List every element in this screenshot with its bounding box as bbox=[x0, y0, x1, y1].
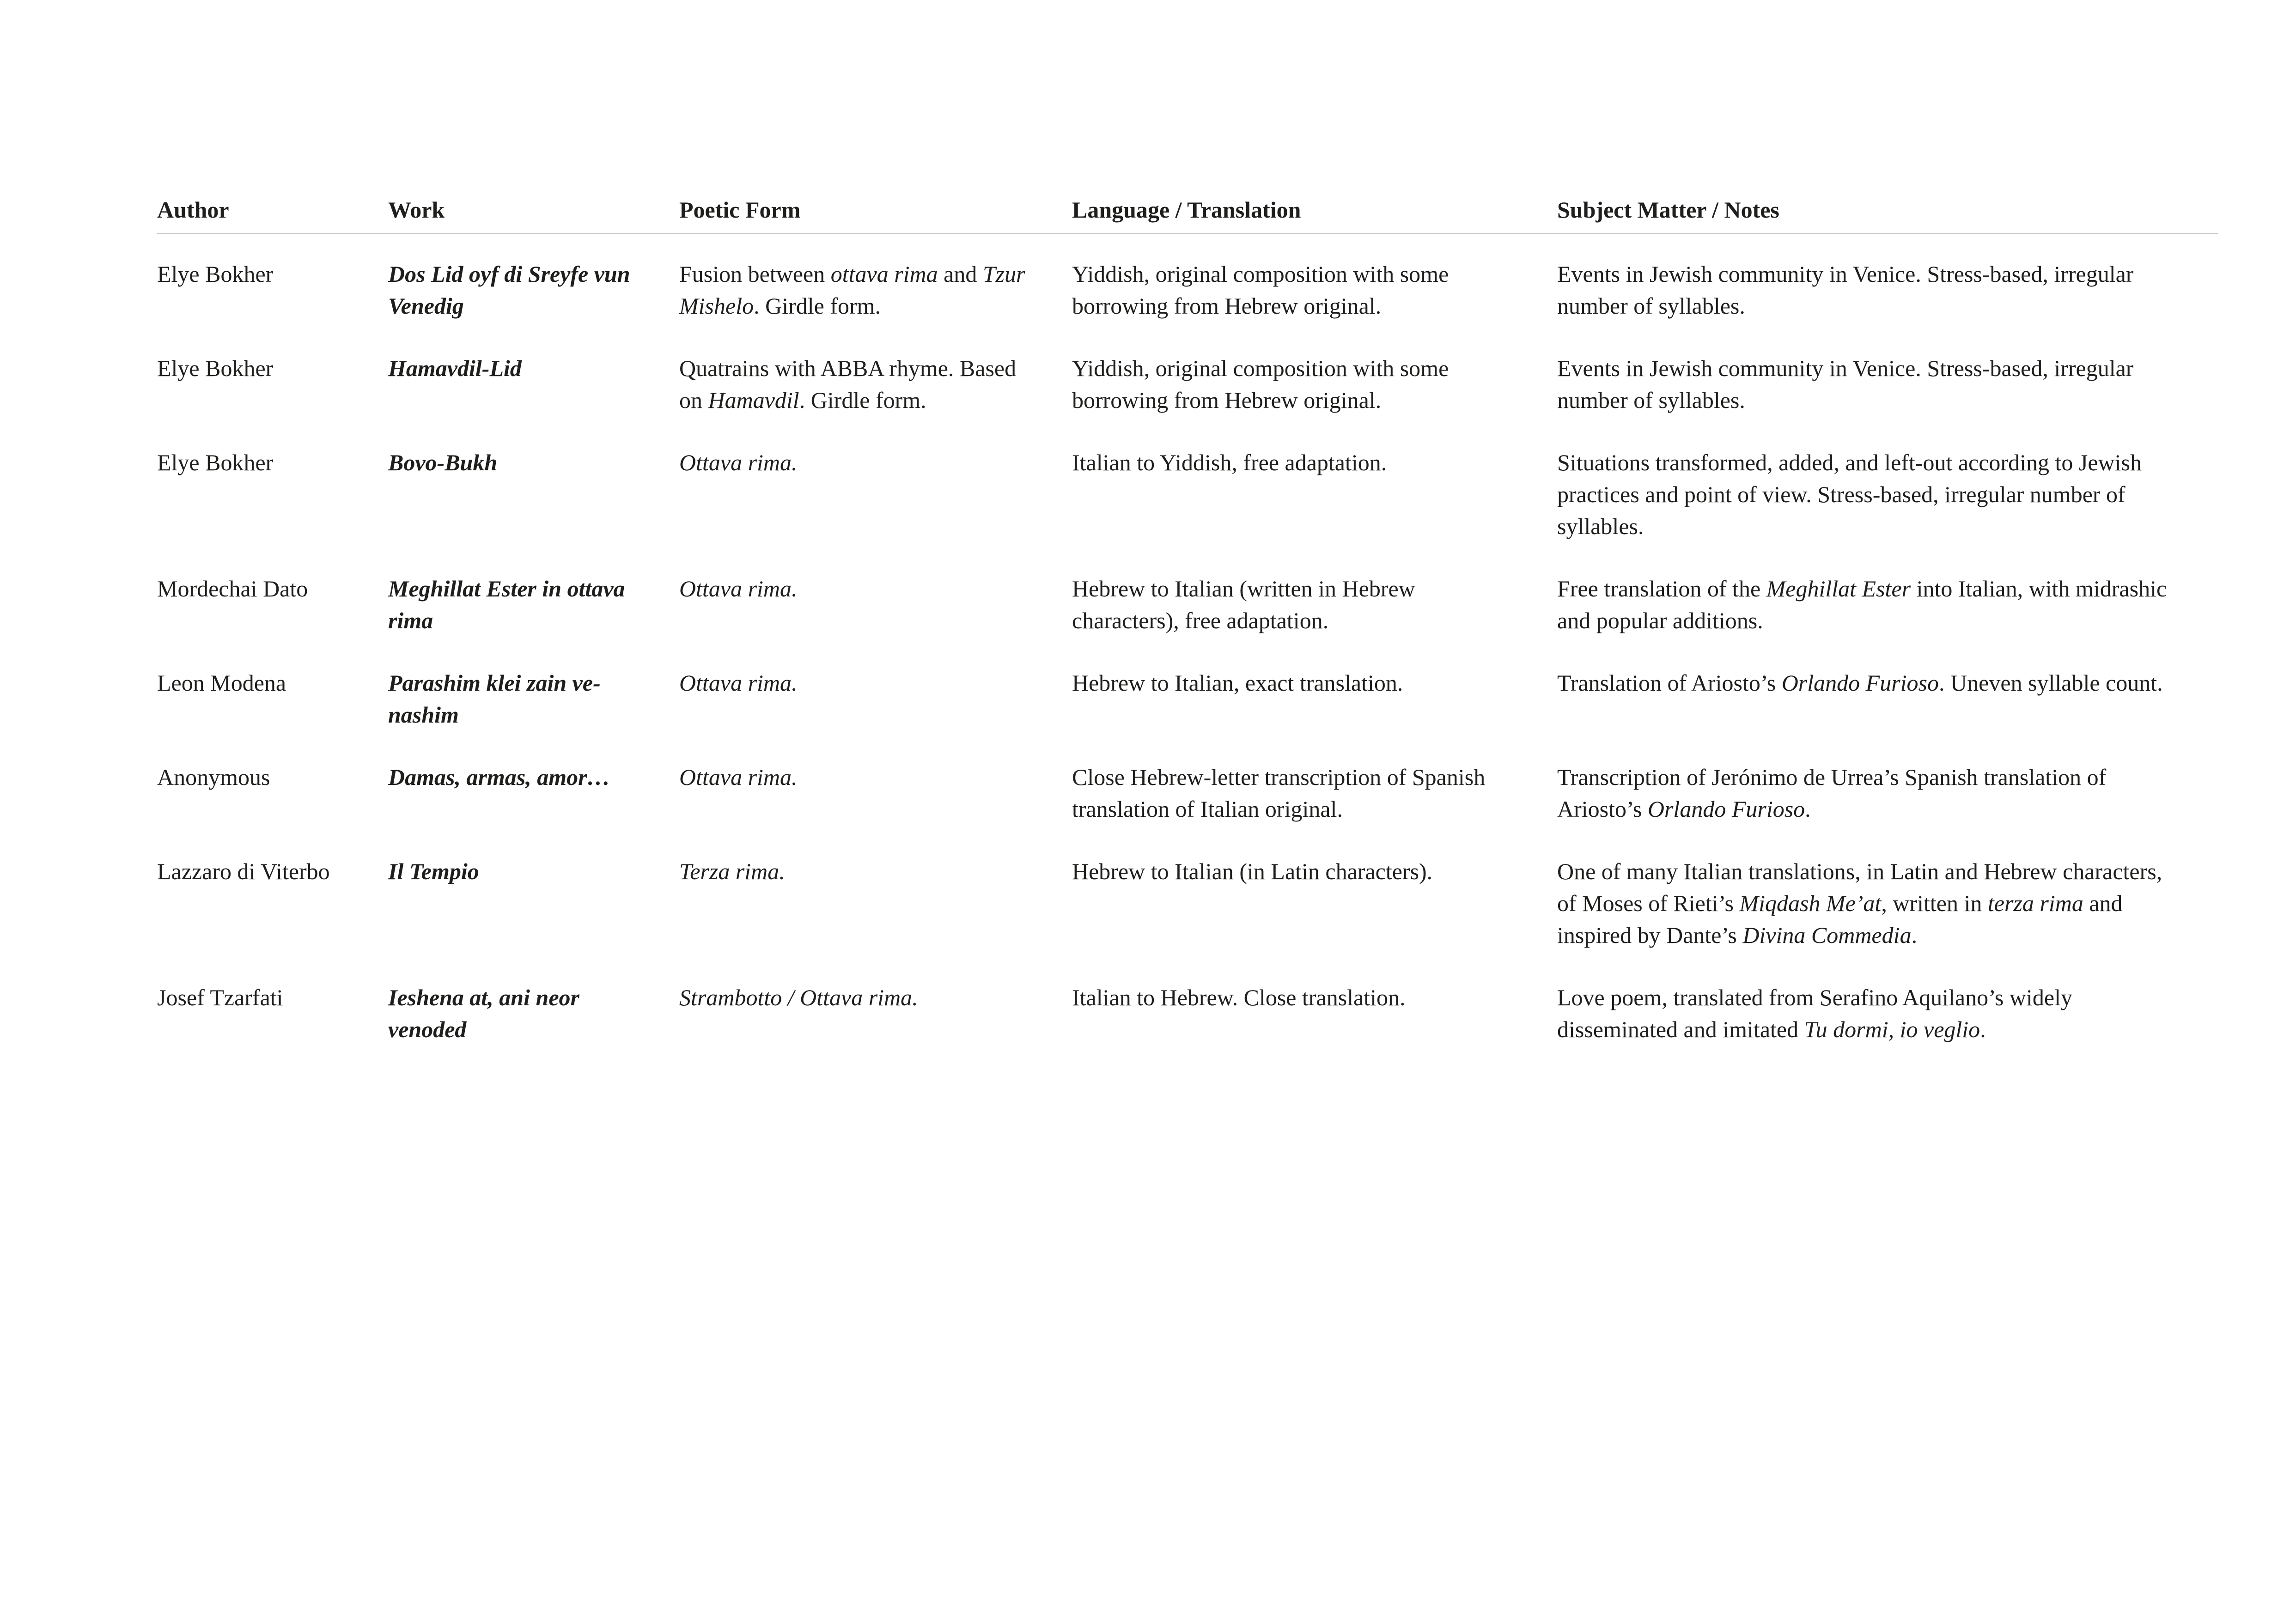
text-run: Parashim klei zain ve-nashim bbox=[388, 670, 601, 728]
cell-notes bbox=[1557, 643, 2218, 737]
cell-language bbox=[1072, 643, 1557, 737]
cell-notes bbox=[1557, 737, 2218, 832]
text-run: . Girdle form. bbox=[799, 387, 926, 413]
text-run: Ottava rima. bbox=[679, 764, 798, 790]
text-run: Italian to Yiddish, free adaptation. bbox=[1072, 450, 1387, 475]
cell-author bbox=[157, 234, 388, 328]
cell-work bbox=[388, 643, 679, 737]
text-run: and inspired by Dante’s bbox=[1557, 890, 2123, 948]
text-run: Hebrew to Italian, exact translation. bbox=[1072, 670, 1403, 696]
text-run: Strambotto / Ottava rima. bbox=[679, 985, 918, 1010]
text-run: into Italian, with midrashic and popular additions. bbox=[1557, 576, 2167, 633]
text-run: Ottava rima. bbox=[679, 450, 798, 475]
text-run: Divina Commedia bbox=[1742, 922, 1912, 948]
text-run: . Uneven syllable count. bbox=[1939, 670, 2163, 696]
cell-notes bbox=[1557, 423, 2218, 549]
text-run: . Girdle form. bbox=[754, 293, 881, 319]
text-run: Italian to Hebrew. Close translation. bbox=[1072, 985, 1406, 1010]
column-header-language: Language / Translation bbox=[1072, 194, 1557, 234]
table-row bbox=[157, 328, 2218, 423]
text-run: Ieshena at, ani neor venoded bbox=[388, 985, 579, 1042]
cell-language bbox=[1072, 737, 1557, 832]
cell-form bbox=[679, 328, 1072, 423]
text-run: . bbox=[1980, 1016, 1986, 1042]
text-run: , written in bbox=[1881, 890, 1988, 916]
table-row bbox=[157, 737, 2218, 832]
text-run: Bovo-Bukh bbox=[388, 450, 498, 475]
text-run: Il Tempio bbox=[388, 858, 479, 884]
text-run: ottava rima bbox=[830, 261, 938, 287]
text-run: Fusion between bbox=[679, 261, 831, 287]
cell-notes bbox=[1557, 958, 2218, 1052]
cell-author bbox=[157, 423, 388, 549]
text-run: Hamavdil-Lid bbox=[388, 355, 522, 381]
cell-form bbox=[679, 549, 1072, 643]
cell-language bbox=[1072, 234, 1557, 328]
text-run: One of many Italian translations, in Latin and Hebrew characters, of Moses of Rieti’s bbox=[1557, 858, 2162, 916]
cell-language bbox=[1072, 423, 1557, 549]
text-run: Free translation of the bbox=[1557, 576, 1766, 602]
text-run: Events in Jewish community in Venice. Stress-based, irregular number of syllables. bbox=[1557, 355, 2134, 413]
cell-author bbox=[157, 737, 388, 832]
text-run: Hebrew to Italian (written in Hebrew characters), free adaptation. bbox=[1072, 576, 1415, 633]
text-run: Translation of Ariosto’s bbox=[1557, 670, 1782, 696]
table-header bbox=[157, 194, 2218, 234]
cell-form bbox=[679, 832, 1072, 958]
cell-work bbox=[388, 423, 679, 549]
text-run: Situations transformed, added, and left-out according to Jewish practices and point of view. Stress-based, irregular number of syllables. bbox=[1557, 450, 2142, 539]
cell-language bbox=[1072, 832, 1557, 958]
text-run: Miqdash Me’at bbox=[1739, 890, 1882, 916]
table-row bbox=[157, 423, 2218, 549]
column-header-work: Work bbox=[388, 194, 679, 234]
cell-author bbox=[157, 328, 388, 423]
text-run: Close Hebrew-letter transcription of Spanish translation of Italian original. bbox=[1072, 764, 1486, 822]
text-run: Tzur Mishelo bbox=[679, 261, 1025, 319]
text-run: Love poem, translated from Serafino Aquilano’s widely disseminated and imitated bbox=[1557, 985, 2073, 1042]
cell-author bbox=[157, 958, 388, 1052]
text-run: Meghillat Ester bbox=[1766, 576, 1911, 602]
cell-notes bbox=[1557, 328, 2218, 423]
text-run: . bbox=[1805, 796, 1811, 822]
cell-form bbox=[679, 423, 1072, 549]
text-run: Yiddish, original composition with some borrowing from Hebrew original. bbox=[1072, 355, 1449, 413]
text-run: Meghillat Ester in ottava rima bbox=[388, 576, 625, 633]
cell-notes bbox=[1557, 234, 2218, 328]
text-run: Elye Bokher bbox=[157, 261, 274, 287]
cell-form bbox=[679, 737, 1072, 832]
text-run: Elye Bokher bbox=[157, 450, 274, 475]
table-row bbox=[157, 234, 2218, 328]
cell-author bbox=[157, 832, 388, 958]
cell-notes bbox=[1557, 549, 2218, 643]
cell-work bbox=[388, 328, 679, 423]
text-run: Hamavdil bbox=[708, 387, 799, 413]
column-header-form: Poetic Form bbox=[679, 194, 1072, 234]
text-run: Quatrains with ABBA rhyme. Based on bbox=[679, 355, 1017, 413]
cell-work bbox=[388, 737, 679, 832]
text-run: Lazzaro di Viterbo bbox=[157, 858, 330, 884]
text-run: . bbox=[1911, 922, 1918, 948]
text-run: Hebrew to Italian (in Latin characters). bbox=[1072, 858, 1433, 884]
cell-language bbox=[1072, 549, 1557, 643]
cell-work bbox=[388, 958, 679, 1052]
text-run: Josef Tzarfati bbox=[157, 985, 283, 1010]
text-run: Ottava rima. bbox=[679, 576, 798, 602]
text-run: Transcription of Jerónimo de Urrea’s Spanish translation of Ariosto’s bbox=[1557, 764, 2107, 822]
cell-form bbox=[679, 643, 1072, 737]
cell-form bbox=[679, 958, 1072, 1052]
cell-language bbox=[1072, 328, 1557, 423]
cell-form bbox=[679, 234, 1072, 328]
text-run: Leon Modena bbox=[157, 670, 286, 696]
text-run: Tu dormi, io veglio bbox=[1804, 1016, 1980, 1042]
cell-author bbox=[157, 549, 388, 643]
cell-work bbox=[388, 234, 679, 328]
text-run: Mordechai Dato bbox=[157, 576, 308, 602]
text-run: and bbox=[938, 261, 983, 287]
cell-language bbox=[1072, 958, 1557, 1052]
cell-notes bbox=[1557, 832, 2218, 958]
cell-work bbox=[388, 549, 679, 643]
text-run: Terza rima. bbox=[679, 858, 785, 884]
cell-work bbox=[388, 832, 679, 958]
table-body bbox=[157, 234, 2218, 1052]
table-row bbox=[157, 549, 2218, 643]
text-run: Events in Jewish community in Venice. Stress-based, irregular number of syllables. bbox=[1557, 261, 2134, 319]
text-run: Anonymous bbox=[157, 764, 270, 790]
text-run: Yiddish, original composition with some borrowing from Hebrew original. bbox=[1072, 261, 1449, 319]
table-row bbox=[157, 832, 2218, 958]
text-run: Orlando Furioso bbox=[1647, 796, 1805, 822]
table-header-row bbox=[157, 194, 2218, 234]
works-table bbox=[157, 194, 2218, 1052]
table-row bbox=[157, 643, 2218, 737]
column-header-author: Author bbox=[157, 194, 388, 234]
text-run: Dos Lid oyf di Sreyfe vun Venedig bbox=[388, 261, 630, 319]
cell-author bbox=[157, 643, 388, 737]
column-header-notes: Subject Matter / Notes bbox=[1557, 194, 2218, 234]
text-run: Damas, armas, amor… bbox=[388, 764, 610, 790]
table-row bbox=[157, 958, 2218, 1052]
text-run: Ottava rima. bbox=[679, 670, 798, 696]
text-run: Elye Bokher bbox=[157, 355, 274, 381]
text-run: Orlando Furioso bbox=[1781, 670, 1939, 696]
text-run: terza rima bbox=[1987, 890, 2083, 916]
